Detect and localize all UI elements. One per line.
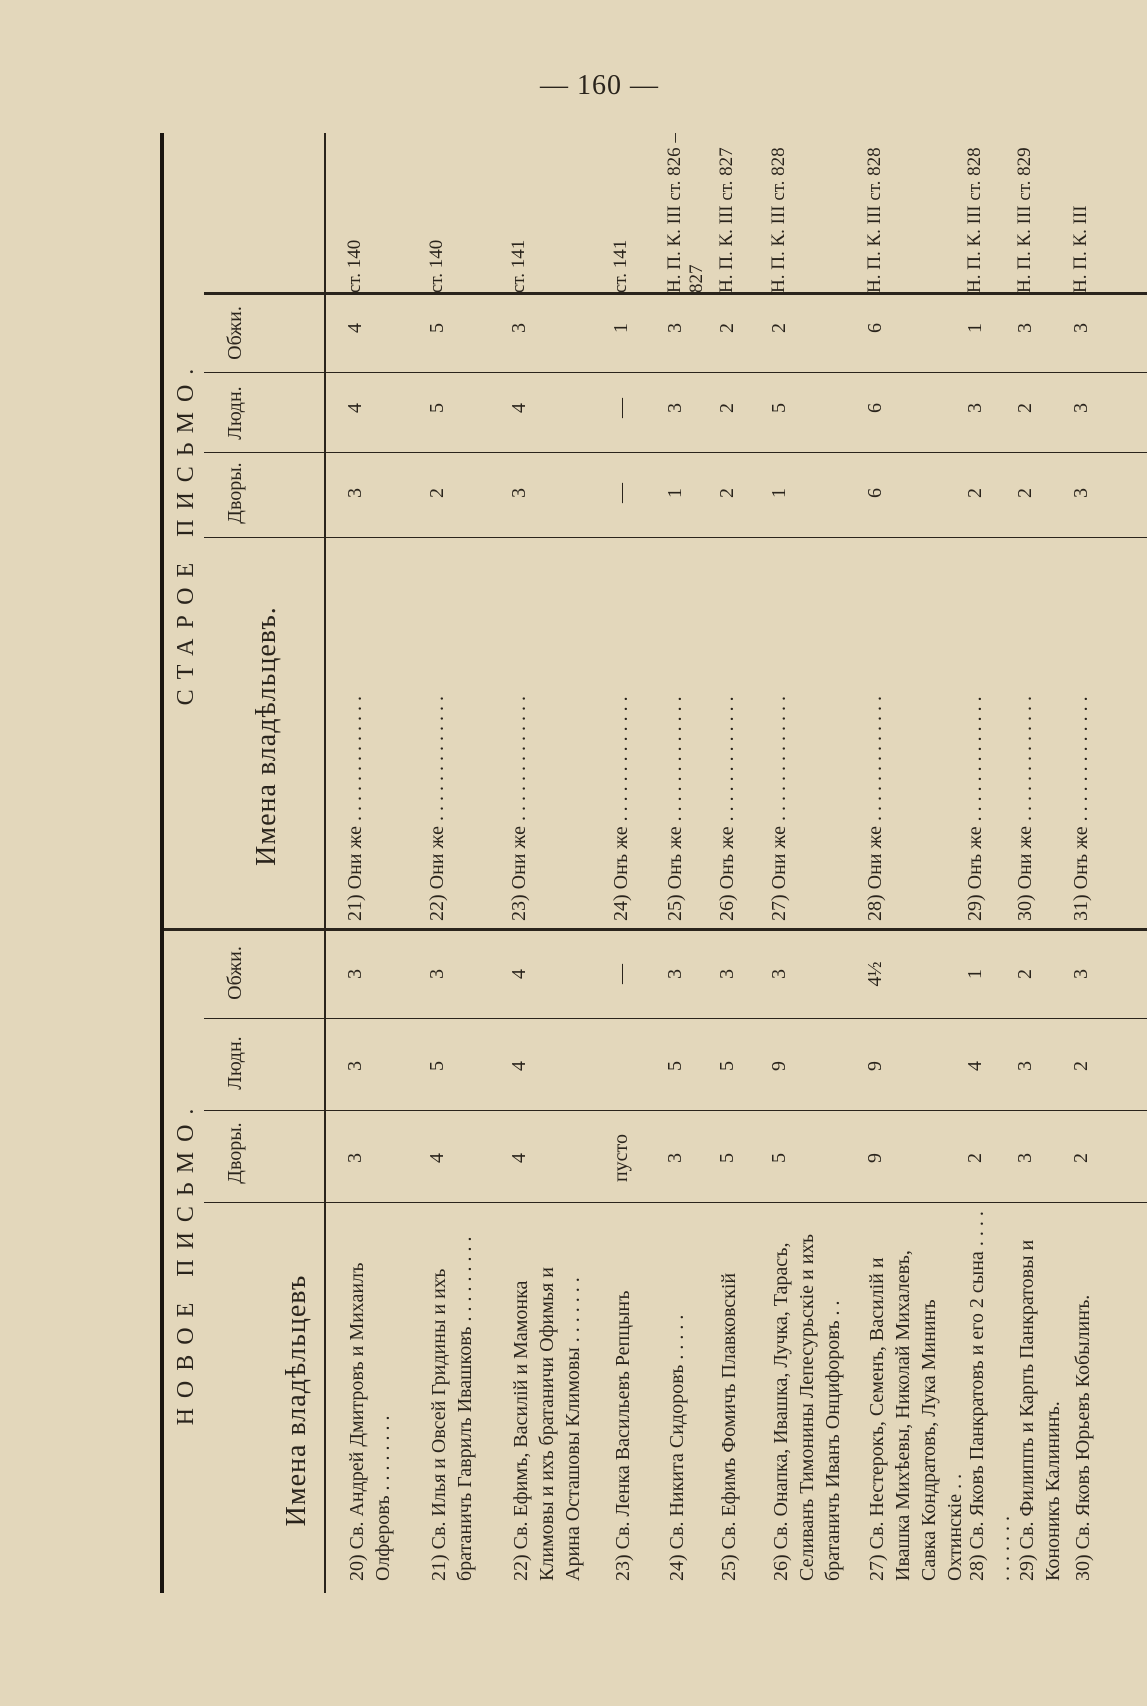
new-yards-value: 3 (1014, 1153, 1036, 1163)
old-people-value: — (610, 398, 632, 418)
new-people-value: 9 (864, 1061, 886, 1071)
new-owner-names: 30) Св. Яковъ Юрьевъ Кобылинъ. (1072, 1294, 1094, 1581)
new-obzhi-label: Обжи. (224, 946, 246, 1000)
old-obzhi-value: 3 (1014, 323, 1036, 333)
old-owner-names: 25) Онъ же . . . . . . . . . . . . . (664, 696, 686, 921)
new-yards-value: 5 (716, 1153, 738, 1163)
new-owner-names: 28) Св. Яковъ Панкратовъ и его 2 сына . . . . . . . . . . . (966, 1211, 1014, 1581)
new-obzhi-value: 1 (964, 969, 986, 979)
old-owner-names: 22) Они же . . . . . . . . . . . . . (426, 696, 448, 921)
old-obzhi-value: 1 (610, 323, 632, 333)
old-owner-names: 27) Они же . . . . . . . . . . . . . (768, 696, 790, 921)
old-yards-label: Дворы. (224, 462, 246, 524)
old-owner-names: 24) Онъ же . . . . . . . . . . . . . (610, 696, 632, 921)
old-obzhi-value: 1 (964, 323, 986, 333)
header-divider (324, 133, 326, 1593)
new-obzhi-value: — (610, 964, 632, 984)
new-people-value: 4 (964, 1061, 986, 1071)
old-obzhi-value: 3 (508, 323, 530, 333)
rotated-table-wrapper (160, 133, 1147, 1593)
new-yards-value: 9 (864, 1153, 886, 1163)
new-owner-names: 27) Св. Нестерокъ, Семенъ, Василій и Ивашка Михѣевы, Николай Михалевъ, Савка Кондратовъ, Лука Мининъ Охтинскіе . . (866, 1250, 966, 1581)
old-obzhi-value: 3 (1070, 323, 1092, 333)
old-people-value: 6 (864, 403, 886, 413)
old-obzhi-value: 2 (716, 323, 738, 333)
new-yards-value: 4 (426, 1153, 448, 1163)
new-obzhi-value: 3 (1070, 969, 1092, 979)
source-reference: ст. 140 (426, 239, 447, 293)
old-people-value: 5 (768, 403, 790, 413)
old-yards-value: 2 (1014, 488, 1036, 498)
old-owner-names: 23) Они же . . . . . . . . . . . . . (508, 696, 530, 921)
old-census-heading: СТАРОЕ ПИСЬМО. (173, 358, 199, 706)
old-yards-value: 2 (716, 488, 738, 498)
new-people-value: 5 (426, 1061, 448, 1071)
census-table (160, 133, 1147, 1593)
new-yards-value: 2 (964, 1153, 986, 1163)
new-obzhi-value: 3 (716, 969, 738, 979)
new-yards-value: 3 (664, 1153, 686, 1163)
new-obzhi-value: 3 (344, 969, 366, 979)
new-people-value: 2 (1070, 1061, 1092, 1071)
new-obzhi-value: 2 (1014, 969, 1036, 979)
old-obzhi-value: 2 (768, 323, 790, 333)
new-yards-label: Дворы. (224, 1122, 246, 1184)
old-people-value: 3 (664, 403, 686, 413)
old-people-label: Людн. (224, 386, 246, 440)
new-people-value: 4 (508, 1061, 530, 1071)
source-reference: Н. П. К. III ст. 828 (864, 147, 885, 293)
new-owner-names: 20) Св. Андрей Дмитровъ и Михаилъ Олферовъ . . . . . . . . (346, 1262, 394, 1581)
new-owner-names: 29) Св. Филиппъ и Карпъ Панкратовы и Кононикъ Калининъ. (1016, 1239, 1064, 1581)
old-obzhi-value: 3 (664, 323, 686, 333)
source-reference: Н. П. К. III ст. 827 (716, 147, 737, 293)
old-owner-names: 31) Онъ же . . . . . . . . . . . . . (1070, 696, 1092, 921)
old-obzhi-value: 4 (344, 323, 366, 333)
old-people-value: 2 (1014, 403, 1036, 413)
source-reference: ст. 141 (610, 239, 631, 293)
old-people-value: 3 (1070, 403, 1092, 413)
new-people-value: 3 (344, 1061, 366, 1071)
new-owner-names: 26) Св. Онапка, Ивашка, Лучка, Тарасъ, Селиванъ Тимонины Лепесурьскіе и ихъ братаничъ Иванъ Онцифоровъ . . (770, 1233, 844, 1581)
old-obzhi-label: Обжи. (224, 306, 246, 360)
old-obzhi-value: 5 (426, 323, 448, 333)
old-people-value: 4 (508, 403, 530, 413)
new-obzhi-value: 4½ (864, 961, 886, 987)
source-reference: ст. 141 (508, 239, 529, 293)
page-number: — 160 — (540, 70, 659, 101)
old-owner-names: 29) Онъ же . . . . . . . . . . . . . (964, 696, 986, 921)
divider (204, 1018, 1147, 1019)
new-yards-value: 3 (344, 1153, 366, 1163)
old-people-value: 3 (964, 403, 986, 413)
divider (164, 928, 1147, 931)
old-people-value: 4 (344, 403, 366, 413)
old-people-value: 2 (716, 403, 738, 413)
new-yards-value: 5 (768, 1153, 790, 1163)
old-people-value: 5 (426, 403, 448, 413)
source-reference: ст. 140 (344, 239, 365, 293)
old-yards-value: 2 (964, 488, 986, 498)
new-census-heading: НОВОЕ ПИСЬМО. (164, 928, 254, 1593)
new-names-label: Имена владѣльцевъ (281, 1274, 312, 1527)
new-owner-names: 24) Св. Никита Сидоровъ . . . . . (666, 1314, 688, 1581)
old-names-label: Имена владѣльцевъ. (251, 606, 282, 866)
new-owner-names: 21) Св. Илья и Овсей Гридины и ихъ братаничъ Гаврилъ Ивашковъ . . . . . . . . . (428, 1236, 476, 1581)
old-owner-names: 26) Онъ же . . . . . . . . . . . . . (716, 696, 738, 921)
old-owner-names: 28) Они же . . . . . . . . . . . . . (864, 696, 886, 921)
divider (204, 1110, 1147, 1111)
new-owner-names: 23) Св. Ленка Васильевъ Репцынъ (612, 1290, 634, 1581)
old-yards-value: 6 (864, 488, 886, 498)
new-people-value: 5 (716, 1061, 738, 1071)
old-yards-value: 3 (344, 488, 366, 498)
new-obzhi-value: 3 (664, 969, 686, 979)
source-reference: Н. П. К. III ст. 828 (964, 147, 985, 293)
source-reference: Н. П. К. III ст. 828 (768, 147, 789, 293)
new-people-label: Людн. (224, 1036, 246, 1090)
new-obzhi-value: 3 (768, 969, 790, 979)
source-reference: Н. П. К. III (1070, 205, 1091, 293)
old-yards-value: 2 (426, 488, 448, 498)
new-people-value: 5 (664, 1061, 686, 1071)
new-yards-value: пусто (610, 1133, 632, 1183)
old-yards-value: — (610, 483, 632, 503)
new-yards-value: 4 (508, 1153, 530, 1163)
old-yards-value: 1 (664, 488, 686, 498)
old-yards-value: 3 (508, 488, 530, 498)
old-obzhi-value: 6 (864, 323, 886, 333)
new-people-value: 9 (768, 1061, 790, 1071)
new-obzhi-value: 3 (426, 969, 448, 979)
old-yards-value: 1 (768, 488, 790, 498)
divider (204, 537, 1147, 538)
new-people-value: 3 (1014, 1061, 1036, 1071)
new-owner-names: 25) Св. Ефимъ Фомичъ Плавковскій (718, 1272, 740, 1581)
old-owner-names: 30) Они же . . . . . . . . . . . . . (1014, 696, 1036, 921)
old-owner-names: 21) Они же . . . . . . . . . . . . . (344, 696, 366, 921)
new-owner-names: 22) Св. Ефимъ, Василій и Мамонка Климовы и ихъ братаничи Офимья и Арина Осташовы Климовы . . . . . . . (510, 1267, 584, 1581)
old-yards-value: 3 (1070, 488, 1092, 498)
source-reference: Н. П. К. III ст. 826 – 827 (664, 133, 707, 293)
source-reference: Н. П. К. III ст. 829 (1014, 147, 1035, 293)
new-obzhi-value: 4 (508, 969, 530, 979)
new-yards-value: 2 (1070, 1153, 1092, 1163)
divider (204, 1202, 1147, 1203)
